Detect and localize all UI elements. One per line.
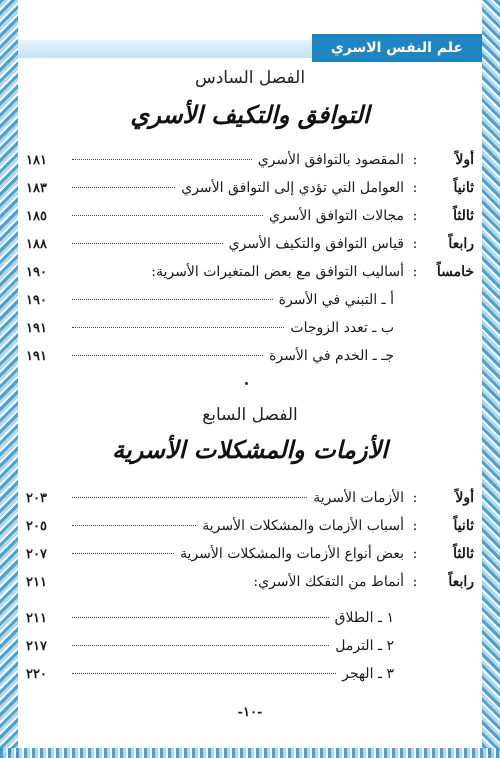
- dot-leader: [72, 187, 175, 188]
- row-label: أ ـ التبني في الأسرة: [278, 292, 394, 308]
- row-page-number: ١٨٣: [26, 181, 47, 196]
- dot-leader: [72, 617, 329, 618]
- section-divider-dot: [245, 382, 248, 385]
- toc-subrow: [26, 638, 474, 662]
- row-number: رابعاً: [448, 236, 474, 252]
- chapter-7-title: الأزمات والمشكلات الأسرية: [112, 435, 388, 464]
- toc-row: [26, 490, 474, 514]
- toc-row: [26, 152, 474, 176]
- row-separator: :: [412, 208, 418, 224]
- row-label: قياس التوافق والتكيف الأسري: [228, 236, 404, 252]
- row-label: العوامل التي تؤدي إلى التوافق الأسري: [181, 180, 404, 196]
- row-label: أنماط من التفكك الأسري:: [253, 574, 404, 590]
- row-separator: :: [412, 264, 418, 280]
- row-label: الأزمات الأسرية: [313, 490, 404, 506]
- row-label: ب ـ تعدد الزوجات: [290, 320, 394, 336]
- row-number: أولاً: [455, 490, 474, 506]
- dot-leader: [72, 553, 174, 554]
- row-page-number: ٢١١: [26, 575, 47, 590]
- decorative-border-right: [482, 0, 500, 758]
- toc-row: [26, 518, 474, 542]
- toc-subrow: [26, 292, 474, 316]
- book-title: علم النفس الاسري: [312, 34, 482, 62]
- toc-subrow: [26, 610, 474, 634]
- row-label: مجالات التوافق الأسري: [268, 208, 404, 224]
- row-separator: :: [412, 152, 418, 168]
- row-separator: :: [412, 546, 418, 562]
- row-page-number: ٢١٧: [26, 639, 47, 654]
- row-page-number: ٢٢٠: [26, 667, 47, 682]
- row-page-number: ١٩٠: [26, 265, 47, 280]
- row-label: بعض أنواع الأزمات والمشكلات الأسرية: [180, 546, 404, 562]
- dot-leader: [72, 215, 263, 216]
- row-page-number: ١٨١: [26, 153, 47, 168]
- chapter-6-title: التوافق والتكيف الأسري: [130, 100, 370, 129]
- row-number: رابعاً: [448, 574, 474, 590]
- toc-row: [26, 574, 474, 598]
- dot-leader: [72, 243, 223, 244]
- toc-row: [26, 546, 474, 570]
- dot-leader: [72, 673, 336, 674]
- row-page-number: ١٩١: [26, 321, 47, 336]
- chapter-7-heading: الفصل السابع: [202, 405, 298, 425]
- row-page-number: ١٨٨: [26, 237, 47, 252]
- toc-row: [26, 236, 474, 260]
- row-page-number: ٢٠٥: [26, 519, 47, 534]
- dot-leader: [72, 497, 307, 498]
- row-separator: :: [412, 180, 418, 196]
- dot-leader: [72, 525, 196, 526]
- row-label: أسباب الأزمات والمشكلات الأسرية: [202, 518, 404, 534]
- dot-leader: [72, 159, 252, 160]
- row-separator: :: [412, 574, 418, 590]
- row-label: جـ ـ الخدم في الأسرة: [269, 348, 394, 364]
- row-separator: :: [412, 518, 418, 534]
- row-page-number: ١٩٠: [26, 293, 47, 308]
- row-page-number: ٢١١: [26, 611, 47, 626]
- toc-subrow: [26, 666, 474, 690]
- row-label: ١ ـ الطلاق: [334, 610, 394, 626]
- dot-leader: [72, 327, 284, 328]
- page-number: -١٠-: [237, 705, 263, 720]
- row-label: أساليب التوافق مع بعض المتغيرات الأسرية:: [151, 264, 404, 280]
- row-separator: :: [412, 490, 418, 506]
- row-page-number: ١٨٥: [26, 209, 47, 224]
- row-label: المقصود بالتوافق الأسري: [257, 152, 404, 168]
- toc-row: [26, 208, 474, 232]
- dot-leader: [72, 355, 263, 356]
- row-label: ٣ ـ الهجر: [342, 666, 394, 682]
- row-number: أولاً: [455, 152, 474, 168]
- row-number: خامساً: [436, 264, 474, 280]
- row-label: ٢ ـ الترمل: [335, 638, 394, 654]
- chapter-6-heading: الفصل السادس: [194, 68, 306, 88]
- dot-leader: [72, 299, 273, 300]
- toc-row: [26, 264, 474, 288]
- decorative-border-bottom: [0, 748, 500, 758]
- row-page-number: ٢٠٧: [26, 547, 47, 562]
- row-number: ثالثاً: [453, 546, 474, 562]
- table-of-contents: [26, 60, 474, 738]
- toc-subrow: [26, 320, 474, 344]
- toc-subrow: [26, 348, 474, 372]
- dot-leader: [72, 645, 329, 646]
- decorative-border-left: [0, 0, 18, 758]
- toc-row: [26, 180, 474, 204]
- row-separator: :: [412, 236, 418, 252]
- row-number: ثانياً: [453, 180, 474, 196]
- row-page-number: ١٩١: [26, 349, 47, 364]
- row-number: ثانياً: [453, 518, 474, 534]
- row-page-number: ٢٠٣: [26, 491, 47, 506]
- row-number: ثالثاً: [453, 208, 474, 224]
